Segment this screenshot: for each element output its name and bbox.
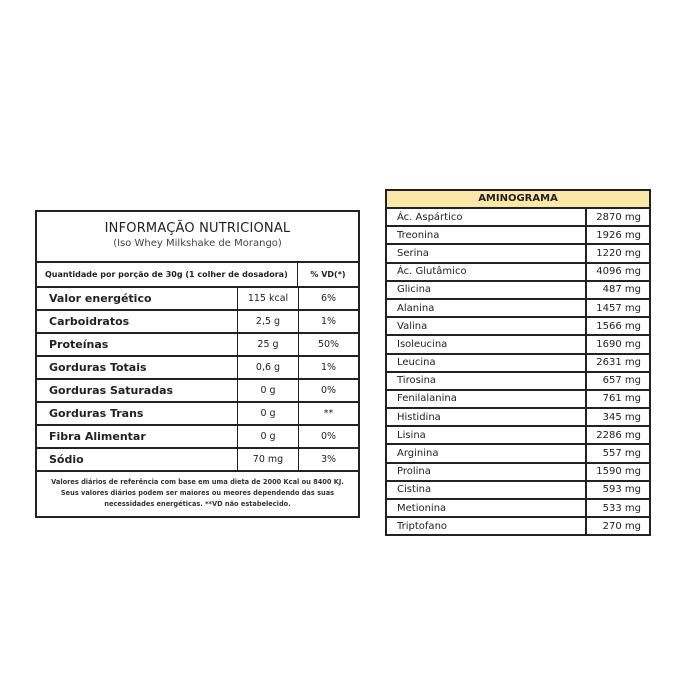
aminogram-row (387, 209, 649, 227)
nutrition-row (37, 288, 358, 311)
amino-acid-name: Isoleucina (387, 336, 587, 352)
amino-acid-name: Fenilalanina (387, 391, 587, 407)
nutrition-row (37, 449, 358, 472)
nutrient-label: Fibra Alimentar (37, 426, 238, 447)
amino-acid-value: 657 mg (602, 375, 641, 387)
nutrient-value: 0,6 g (238, 357, 299, 378)
aminogram-row (387, 318, 649, 336)
nutrient-label: Valor energético (37, 288, 238, 309)
aminogram-row (387, 500, 649, 518)
nutrition-row (37, 334, 358, 357)
aminogram-row (387, 409, 649, 427)
amino-acid-name: Treonina (387, 227, 587, 243)
nutrition-row (37, 357, 358, 380)
aminogram-row (387, 518, 649, 534)
amino-acid-name: Ác. Aspártico (387, 209, 587, 225)
nutrient-label: Gorduras Saturadas (37, 380, 238, 401)
amino-acid-name: Valina (387, 318, 587, 334)
amino-acid-value: 2631 mg (596, 357, 641, 369)
aminogram-row (387, 282, 649, 300)
amino-acid-value: 1220 mg (596, 247, 641, 259)
aminogram-row (387, 245, 649, 263)
amino-acid-value: 593 mg (602, 484, 641, 496)
vd-header: % VD(*) (310, 270, 346, 279)
nutrient-value: 25 g (238, 334, 299, 355)
amino-acid-value: 557 mg (602, 448, 641, 460)
amino-acid-value: 1590 mg (596, 466, 641, 478)
nutrient-label: Proteínas (37, 334, 238, 355)
nutrient-value: 0 g (238, 380, 299, 401)
amino-acid-value: 1926 mg (596, 229, 641, 241)
amino-acid-name: Tirosina (387, 373, 587, 389)
nutrition-row (37, 311, 358, 334)
amino-acid-value: 270 mg (602, 520, 641, 532)
portion-header: Quantidade por porção de 30g (1 colher de dosadora) (37, 263, 298, 286)
nutrient-value: 115 kcal (238, 288, 299, 309)
amino-acid-value: 1457 mg (596, 302, 641, 314)
amino-acid-value: 2870 mg (596, 211, 641, 223)
nutrition-row (37, 426, 358, 449)
aminogram-row (387, 373, 649, 391)
nutrient-label: Carboidratos (37, 311, 238, 332)
aminogram-row (387, 264, 649, 282)
amino-acid-value: 345 mg (602, 411, 641, 423)
amino-acid-name: Glicina (387, 282, 587, 298)
nutrition-row (37, 403, 358, 426)
aminogram-row (387, 391, 649, 409)
amino-acid-value: 487 mg (602, 284, 641, 296)
nutrient-label: Gorduras Totais (37, 357, 238, 378)
amino-acid-value: 1690 mg (596, 338, 641, 350)
nutrient-vd: 6% (320, 293, 337, 304)
nutrient-vd: 3% (320, 454, 337, 465)
nutrient-value: 0 g (238, 426, 299, 447)
aminogram-row (387, 445, 649, 463)
nutrient-vd: 0% (320, 385, 337, 396)
amino-acid-value: 761 mg (602, 393, 641, 405)
nutrient-vd: 50% (317, 339, 340, 350)
nutrition-facts-table (35, 210, 360, 518)
nutrient-vd: ** (323, 408, 334, 419)
aminogram-row (387, 427, 649, 445)
amino-acid-name: Leucina (387, 355, 587, 371)
nutrition-subtitle: (Iso Whey Milkshake de Morango) (113, 238, 282, 249)
nutrient-vd: 1% (320, 362, 337, 373)
amino-acid-name: Prolina (387, 464, 587, 480)
aminogram-row (387, 464, 649, 482)
aminogram-row (387, 336, 649, 354)
amino-acid-value: 1566 mg (596, 320, 641, 332)
amino-acid-name: Histidina (387, 409, 587, 425)
nutrient-label: Gorduras Trans (37, 403, 238, 424)
nutrient-value: 0 g (238, 403, 299, 424)
amino-acid-name: Triptofano (387, 518, 587, 534)
nutrition-row (37, 380, 358, 403)
nutrient-vd: 1% (320, 316, 337, 327)
amino-acid-value: 533 mg (602, 502, 641, 514)
amino-acid-value: 2286 mg (596, 429, 641, 441)
nutrient-value: 2,5 g (238, 311, 299, 332)
aminogram-row (387, 300, 649, 318)
amino-acid-name: Cistina (387, 482, 587, 498)
aminogram-table (385, 189, 651, 536)
amino-acid-name: Alanina (387, 300, 587, 316)
amino-acid-value: 4096 mg (596, 266, 641, 278)
nutrient-label: Sódio (37, 449, 238, 470)
nutrition-header-row (37, 263, 358, 288)
amino-acid-name: Serina (387, 245, 587, 261)
nutrition-title: INFORMAÇÃO NUTRICIONAL (104, 221, 291, 236)
aminogram-row (387, 355, 649, 373)
nutrition-title-block (37, 212, 358, 263)
aminogram-row (387, 482, 649, 500)
nutrition-footnote: Valores diários de referência com base em uma dieta de 2000 Kcal ou 8400 KJ. Seus valores diários podem ser maiores ou meores dependendo das suas necessidades energéticas. **VD não estabelecido. (51, 478, 344, 508)
aminogram-row (387, 227, 649, 245)
nutrient-value: 70 mg (238, 449, 299, 470)
nutrient-vd: 0% (320, 431, 337, 442)
aminogram-title: AMINOGRAMA (387, 191, 649, 209)
amino-acid-name: Arginina (387, 445, 587, 461)
amino-acid-name: Lisina (387, 427, 587, 443)
amino-acid-name: Metionina (387, 500, 587, 516)
amino-acid-name: Ác. Glutâmico (387, 264, 587, 280)
